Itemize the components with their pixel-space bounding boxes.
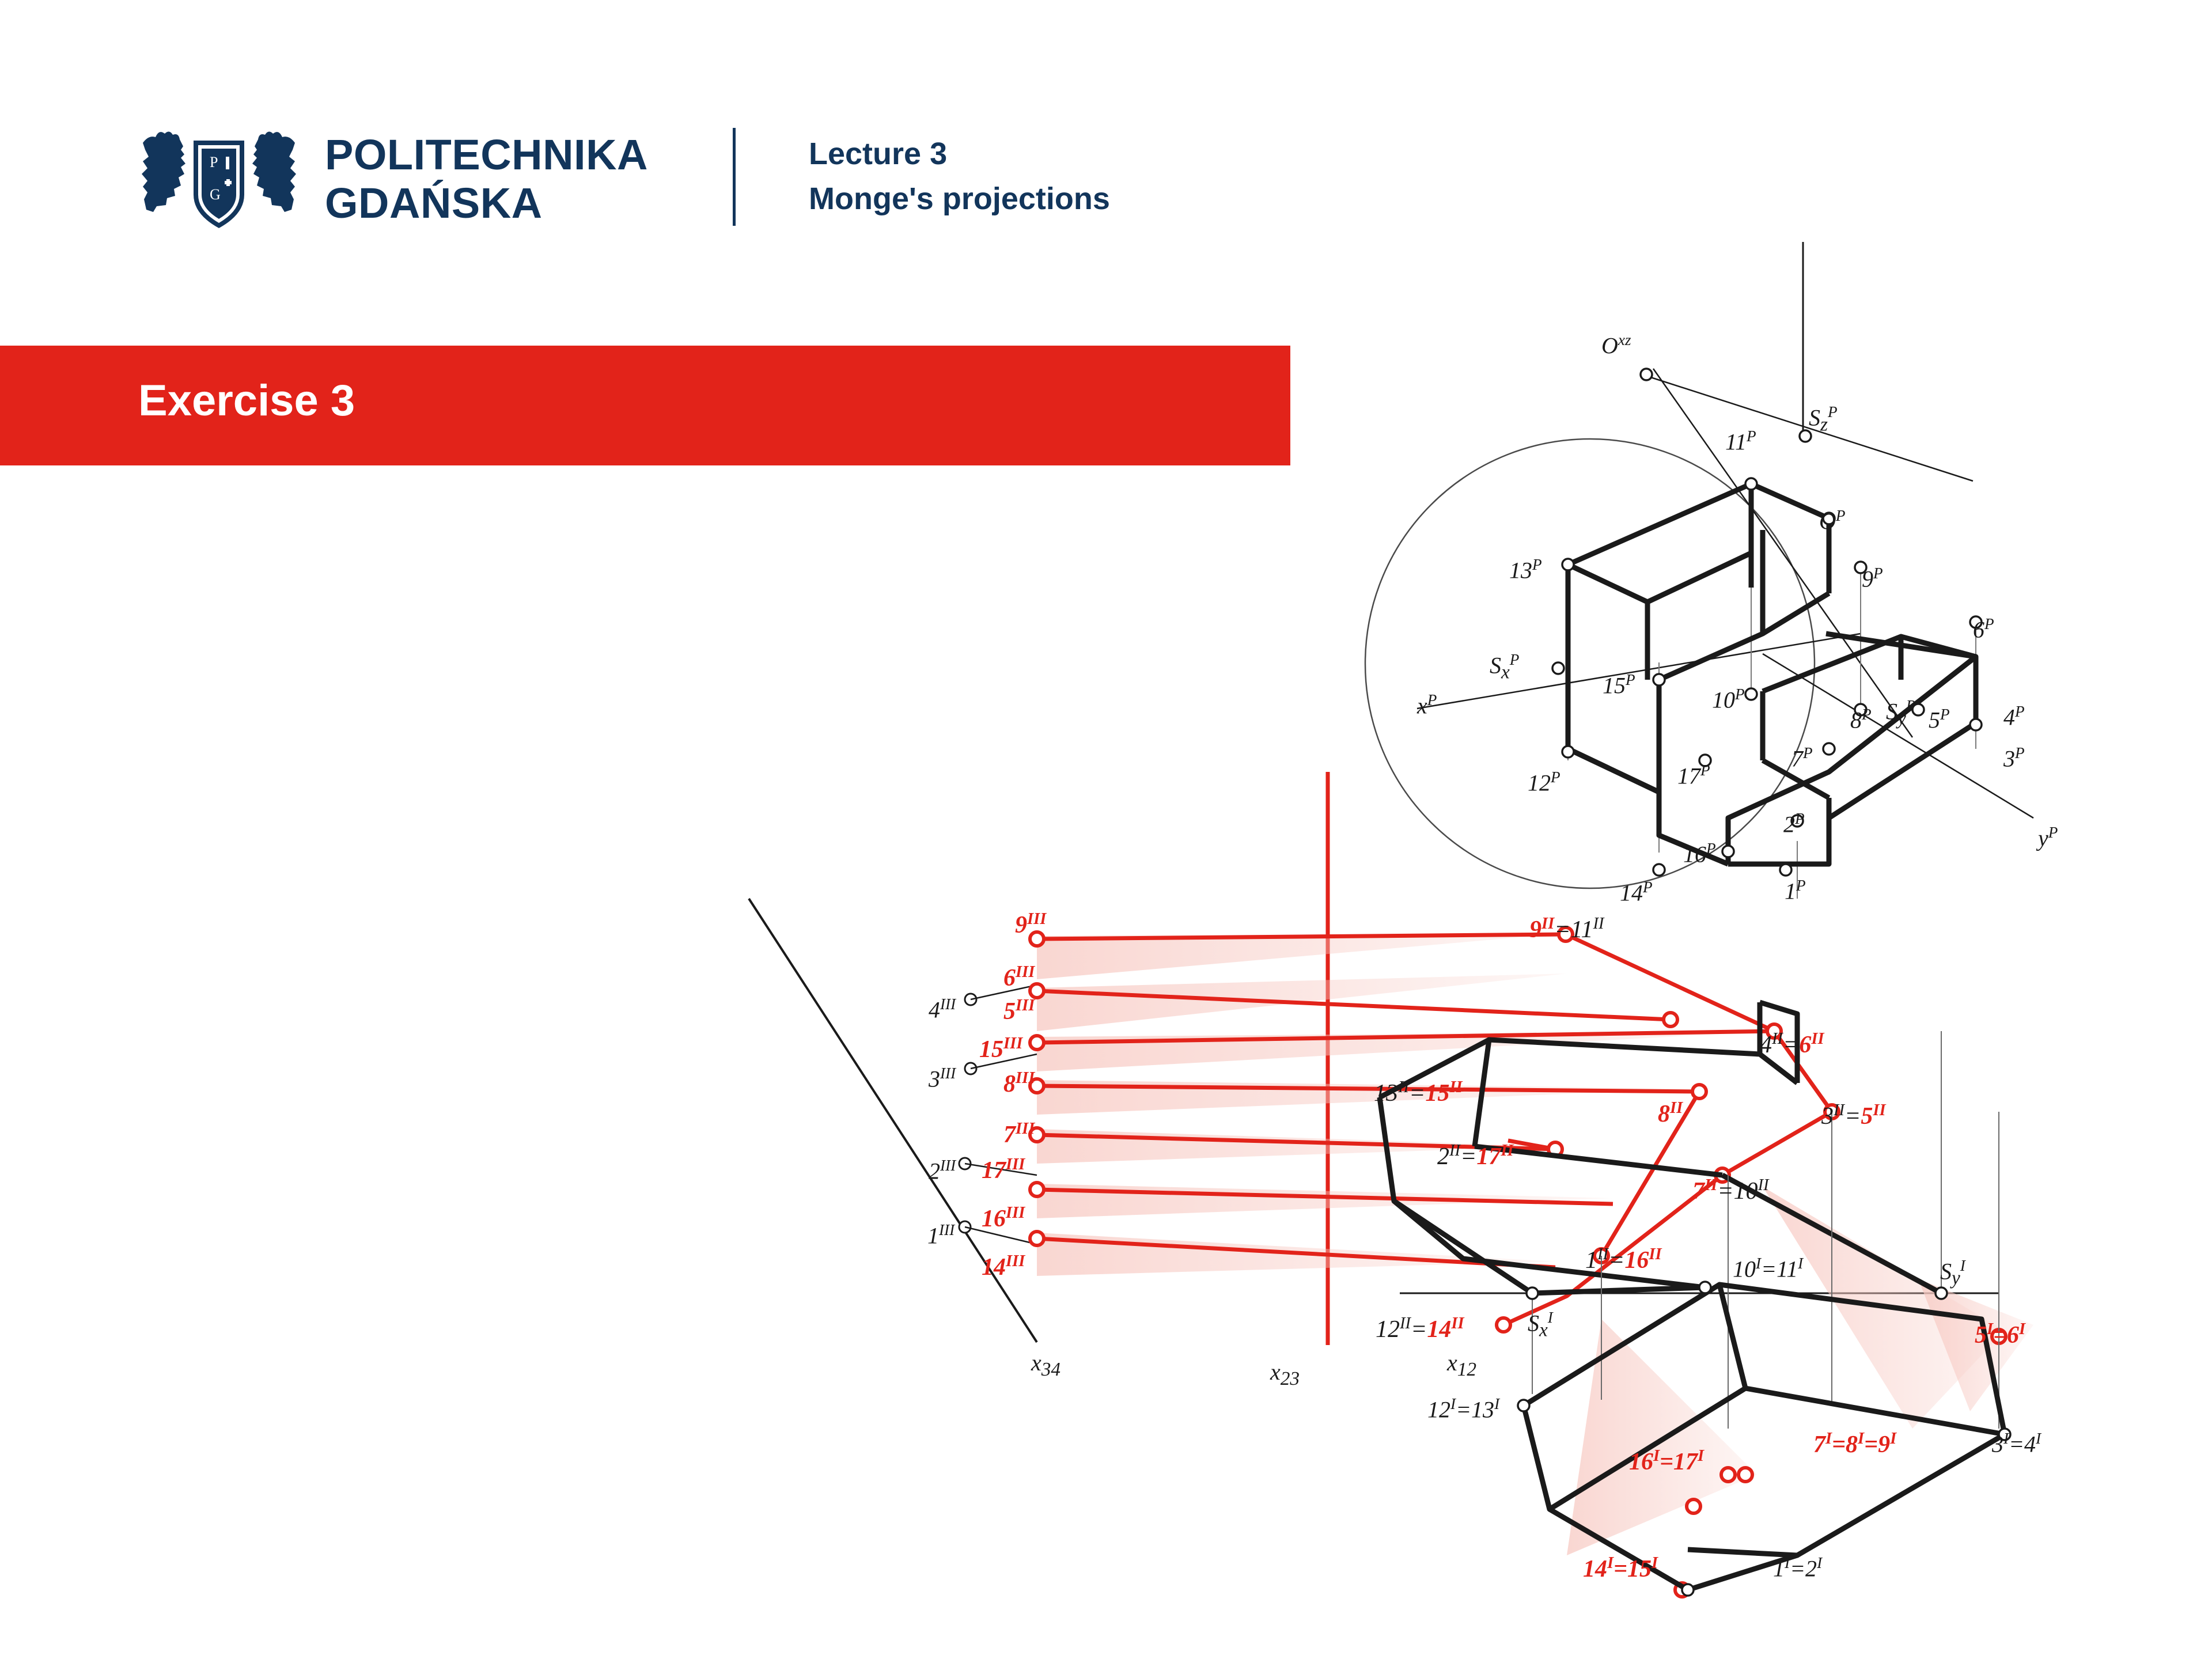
- label-1ii-16ii: $1^{II}=16^{II}$: [1585, 1245, 1662, 1274]
- label-8iii: $8^{III}$: [1003, 1069, 1035, 1097]
- axonometric-view: [1365, 242, 2033, 899]
- label-2ii-17ii: $2^{II}=17^{II}$: [1437, 1142, 1514, 1170]
- label-8p: $8^P$: [1850, 706, 1872, 733]
- label-3i-4i: $3^I=4^I$: [1992, 1430, 2041, 1457]
- label-oxz: $O^{xz}$: [1601, 331, 1631, 359]
- label-12p: $12^P$: [1528, 768, 1560, 796]
- label-9ii-11ii: $9^{II}=11^{II}$: [1529, 915, 1604, 943]
- label-2p: $2^P$: [1783, 810, 1805, 838]
- label-7p: $7^P$: [1791, 744, 1813, 772]
- label-16p: $16^P$: [1683, 840, 1716, 868]
- label-sxp: $S_x^P$: [1490, 651, 1520, 683]
- label-6p: $6^P$: [1973, 615, 1994, 643]
- lecture-number: Lecture 3: [809, 137, 948, 171]
- label-5iii: $5^{III}$: [1003, 997, 1035, 1025]
- label-5i-6i: $5^I=6^I$: [1975, 1320, 2026, 1349]
- label-14p: $14^P$: [1620, 878, 1653, 906]
- label-axis-x12: $x_{12}$: [1447, 1350, 1477, 1380]
- label-4iii: $4^{III}$: [929, 995, 956, 1023]
- label-3ii-5ii: $3^{II}=5^{II}$: [1821, 1101, 1886, 1130]
- label-sy-i: $S_y^I$: [1940, 1257, 1965, 1289]
- side-view-markers: [959, 994, 976, 1233]
- label-6iii: $6^{III}$: [1003, 963, 1035, 991]
- label-15iii: $15^{III}$: [979, 1035, 1023, 1063]
- label-1p: $1^P$: [1785, 877, 1806, 904]
- label-13p: $13^P$: [1509, 556, 1542, 584]
- label-8ii: $8^{II}$: [1658, 1099, 1683, 1127]
- label-sx-i: $S_x^I$: [1528, 1309, 1553, 1341]
- label-3iii: $3^{III}$: [929, 1065, 956, 1092]
- label-17p: $17^P$: [1677, 762, 1710, 789]
- university-name-line2: GDAŃSKA: [325, 179, 543, 227]
- solid-low-slab: [1659, 634, 1976, 864]
- label-9p: $9^P$: [1862, 565, 1883, 592]
- page-title: Exercise 3: [138, 376, 355, 425]
- label-10p: $10^P$: [1712, 685, 1745, 713]
- label-1i-2i: $1^I=2^I$: [1773, 1554, 1823, 1582]
- label-syp: $S_y^P$: [1886, 697, 1916, 729]
- label-5p: $5^P$: [1929, 706, 1950, 733]
- crest-letter-p: P: [210, 154, 218, 171]
- label-axis-x23: $x_{23}$: [1270, 1359, 1300, 1389]
- label-12ii-14ii: $12^{II}=14^{II}$: [1376, 1315, 1464, 1343]
- trace-line-1: [1642, 374, 1973, 481]
- label-9iii: $9^{III}$: [1015, 910, 1047, 938]
- label-12i-13i: $12^I=13^I$: [1427, 1395, 1500, 1423]
- university-name-line1: POLITECHNIKA: [325, 130, 648, 179]
- label-yp: $y^P$: [2038, 824, 2058, 851]
- label-15p: $15^P$: [1603, 671, 1635, 699]
- label-axis-x34: $x_{34}$: [1031, 1350, 1061, 1380]
- label-16iii: $16^{III}$: [982, 1204, 1025, 1232]
- label-17iii: $17^{III}$: [982, 1156, 1025, 1184]
- label-op: $O^P$: [1819, 507, 1846, 535]
- label-3p: $3^P$: [2003, 744, 2025, 772]
- label-7i-8i-9i: $7^I=8^I=9^I$: [1813, 1430, 1897, 1458]
- x-axis-p: [1417, 634, 1861, 709]
- label-7ii-10ii: $7^{II}=10^{II}$: [1692, 1176, 1769, 1205]
- label-szp: $S_z^P$: [1809, 403, 1838, 435]
- label-xp: $x^P$: [1417, 691, 1437, 719]
- label-7iii: $7^{III}$: [1003, 1120, 1035, 1148]
- crest-letter-g: G: [210, 186, 221, 203]
- label-16i-17i: $16^I=17^I$: [1629, 1447, 1705, 1475]
- label-11p: $11^P$: [1725, 427, 1756, 455]
- label-1iii: $1^{III}$: [927, 1221, 955, 1249]
- label-4ii-6ii: $4^{II}=6^{II}$: [1760, 1030, 1824, 1058]
- label-10i-11i: $10^I=11^I$: [1733, 1255, 1804, 1282]
- label-14i-15i: $14^I=15^I$: [1583, 1554, 1658, 1582]
- lecture-topic: Monge's projections: [809, 181, 1110, 217]
- construction-circle: [1365, 439, 1815, 888]
- label-4p: $4^P$: [2003, 703, 2025, 730]
- label-13ii-15ii: $13^{II}=15^{II}$: [1374, 1078, 1463, 1107]
- label-2iii: $2^{III}$: [929, 1157, 956, 1184]
- label-14iii: $14^{III}$: [982, 1252, 1025, 1281]
